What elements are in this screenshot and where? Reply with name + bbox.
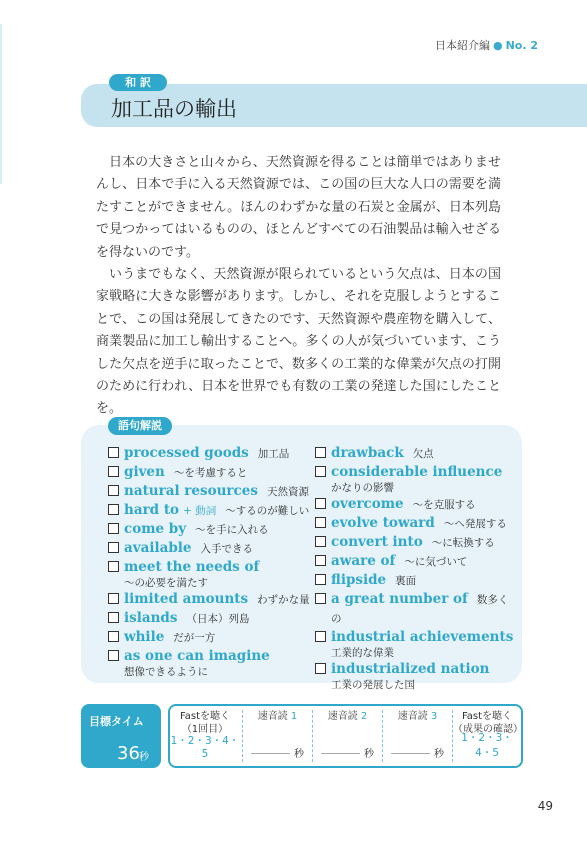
cell-speed-read-3 [383,706,452,766]
vocab-meaning: （日本）列島 [186,613,250,625]
input-line[interactable] [391,753,430,754]
target-time-label: 目標タイム [89,715,144,728]
running-header [435,37,538,53]
vocab-term: while [124,629,165,645]
vocab-meaning: ～するのが難しい [225,505,310,517]
checkbox[interactable] [315,663,326,674]
vocab-term: industrialized nation [331,661,490,677]
vocab-term: drawback [331,445,404,461]
vocab-item [108,463,313,482]
checkbox[interactable] [315,517,326,528]
vocab-term: evolve toward [331,515,435,531]
checkbox[interactable] [315,555,326,566]
cell-speed-read-2 [313,706,382,766]
header-section: 日本紹介編 [434,39,490,52]
vocab-meaning: ～を考慮すると [173,467,248,479]
vocab-item [315,444,515,463]
vocab-meaning: 工業の発展した国 [331,679,415,691]
cell-label: 速音読 [327,711,358,722]
vocab-meaning: 工業的な偉業 [331,647,394,659]
vocab-meaning: だが一方 [173,632,216,644]
vocab-term: limited amounts [124,591,249,607]
rating-scale[interactable]: 1・2・3・4・5 [461,732,513,759]
vocab-item [315,514,515,533]
checkbox[interactable] [108,466,119,477]
page-title: 加工品の輸出 [111,97,237,121]
checkbox[interactable] [108,447,119,458]
checkbox[interactable] [108,650,119,661]
vocab-meaning: わずかな量 [257,594,310,606]
vocab-meaning: 加工品 [257,448,290,460]
rating-scale[interactable]: 1・2・3・4・5 [170,735,240,760]
vocab-item [315,463,515,495]
vocab-meaning: 数多くの [331,594,509,625]
target-time-box [81,704,161,768]
checkbox[interactable] [108,593,119,604]
cell-number: 1 [290,711,298,722]
input-line[interactable] [251,753,290,754]
checkbox[interactable] [108,612,119,623]
vocab-item [108,558,313,590]
vocab-meaning: ～へ発展する [443,518,507,530]
target-time-value: 36 [117,743,140,764]
vocab-item [108,444,313,463]
vocab-term: islands [124,610,178,626]
seconds-unit: 秒 [364,749,374,760]
vocab-meaning: 欠点 [412,448,434,460]
cell-label: Fastを聴く [179,711,231,722]
vocab-item [315,660,515,692]
vocab-item [315,533,515,552]
vocab-meaning: 天然資源 [266,486,309,498]
vocab-term: meet the needs of [124,559,260,575]
vocab-term: available [124,540,192,556]
checkbox[interactable] [315,574,326,585]
vocab-term: industrial achievements [331,629,514,645]
vocab-term: processed goods [124,445,249,461]
checkbox[interactable] [315,593,326,604]
vocab-item [315,628,515,660]
input-line[interactable] [321,753,360,754]
header-number: No. 2 [505,39,538,52]
vocab-term: overcome [331,496,404,512]
vocab-meaning: ～の必要を満たす [124,577,208,589]
vocab-term: convert into [331,534,423,550]
vocab-term: as one can imagine [124,648,270,664]
checkbox[interactable] [315,498,326,509]
vocab-item [108,501,313,520]
checkbox[interactable] [315,447,326,458]
vocab-meaning: ～を手に入れる [195,524,269,536]
cell-label: 速音読 [257,711,288,722]
cell-first-listen [170,706,240,766]
vocab-meaning: ～に気づいて [404,556,468,568]
vocab-term: hard to [124,502,180,518]
vocab-term: flipside [331,572,387,588]
vocab-term: aware of [331,553,396,569]
title-tag: 和 訳 [109,74,167,91]
cell-number: 3 [430,711,438,722]
checkbox[interactable] [315,466,326,477]
cell-sublabel: （1回目） [181,724,229,735]
cell-sublabel: （成果の確認） [453,724,523,735]
vocab-term: natural resources [124,483,258,499]
cell-speed-read-1 [243,706,312,766]
vocab-grammar-note: + 動詞 [183,505,217,517]
seconds-unit: 秒 [294,749,304,760]
vocab-meaning: ～に転換する [431,537,495,549]
checkbox[interactable] [108,523,119,534]
vocab-item [315,590,515,628]
seconds-unit: 秒 [434,749,444,760]
cell-label: 速音読 [397,711,428,722]
vocab-item [108,590,313,609]
target-time-unit: 秒 [139,752,149,763]
vocab-meaning: 想像できるように [124,666,208,678]
bullet-dot-icon: ● [492,39,503,52]
vocab-item [108,609,313,628]
cell-final-listen [453,706,521,766]
vocab-term: considerable influence [331,464,503,480]
vocab-item [108,647,313,679]
vocab-term: given [124,464,165,480]
cell-label: Fastを聴く [461,711,513,722]
cell-number: 2 [360,711,368,722]
vocab-meaning: 入手できる [200,543,253,555]
vocab-column-right [315,444,515,692]
vocab-term: a great number of [331,591,468,607]
vocab-meaning: 裏面 [395,575,417,587]
vocab-item [315,495,515,514]
vocab-item [108,539,313,558]
vocab-meaning: ～を克服する [412,499,476,511]
vocab-item [108,520,313,539]
checkbox[interactable] [315,631,326,642]
page-edge-band [0,24,2,184]
vocab-term: come by [124,521,187,537]
vocab-tag: 語句解説 [108,417,172,435]
checkbox[interactable] [108,542,119,553]
vocab-column-left [108,444,313,679]
checkbox[interactable] [315,536,326,547]
page-number: 49 [537,799,553,813]
vocab-meaning: かなりの影響 [331,482,394,494]
paragraph-1: 日本の大きさと山々から、天然資源を得ることは簡単ではありませんし、日本で手に入る天然資源では、この国の巨大な人口の需要を満たすことができません。ほんのわずかな量の石炭と金属が、日本列島で見つかってはいるものの、ほとんどすべての石油製品は輸入せざるを得ないのです。 [96,155,501,260]
checkbox[interactable] [108,504,119,515]
checkbox[interactable] [108,631,119,642]
checkbox[interactable] [108,485,119,496]
vocab-item [108,482,313,501]
paragraph-2: いうまでもなく、天然資源が限られているという欠点は、日本の国家戦略に大きな影響があります。しかし、それを克服しようとすることで、この国は発展してきたのです、天然資源や農産物を購入して、商業製品に加工し輸出することへ。多くの人が気づいています、こうした欠点を逆手に取ったことで、数多くの工業的な偉業が欠点の打開のために行われ、日本を世界でも有数の工業の発達した国にしたことを。 [96,267,501,417]
vocab-item [315,552,515,571]
vocab-item [315,571,515,590]
vocab-item [108,628,313,647]
practice-record-table [168,704,523,768]
checkbox[interactable] [108,561,119,572]
